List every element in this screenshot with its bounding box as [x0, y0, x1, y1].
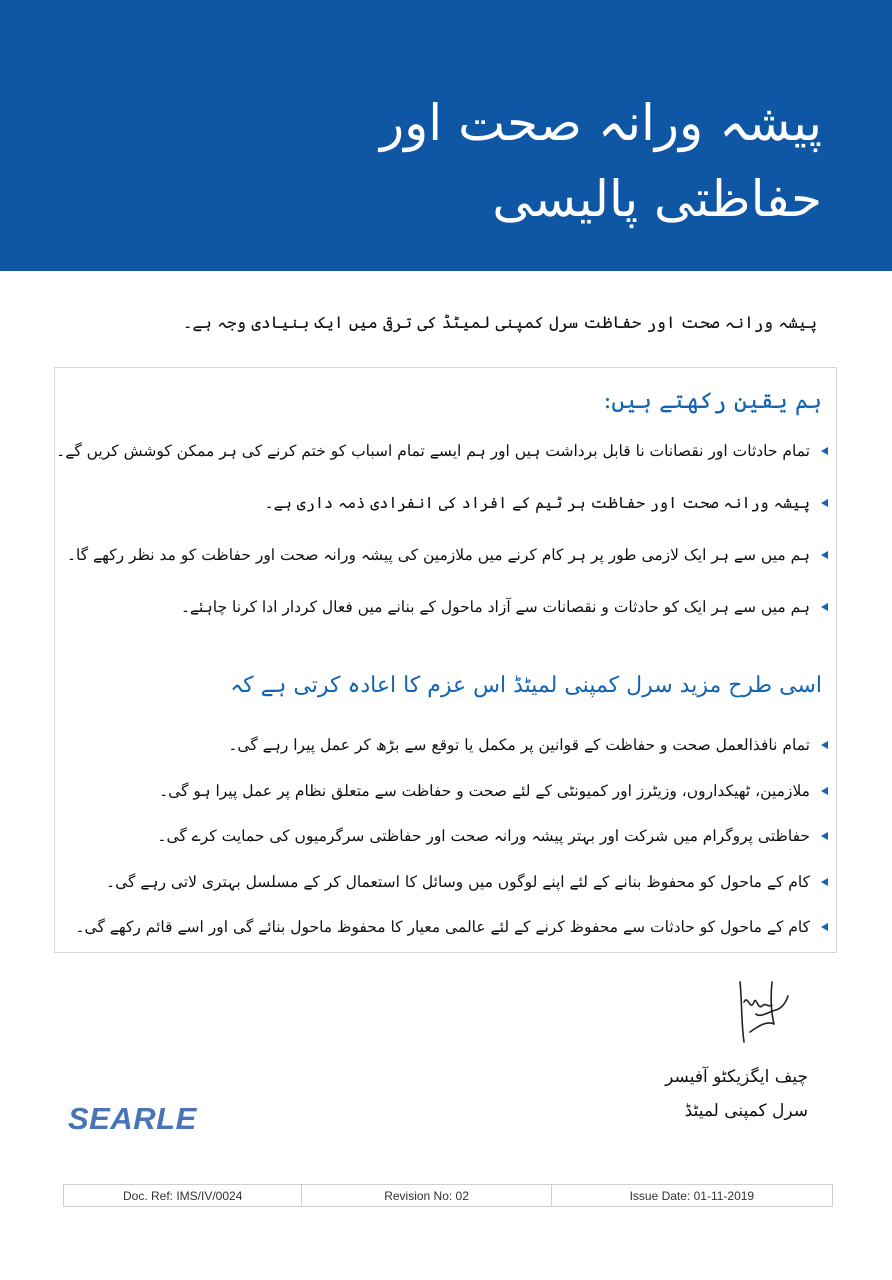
list-item: تمام نافذالعمل صحت و حفاظت کے قوانین پر مکمل یا توقع سے بڑھ کر عمل پیرا رہے گی۔: [148, 736, 828, 782]
list-item: حفاظتی پروگرام میں شرکت اور بہتر پیشہ ورانہ صحت اور حفاظتی سرگرمیوں کی حمایت کرے گی۔: [148, 827, 828, 873]
signatory-title: چیف ایگزیکٹو آفیسر: [665, 1067, 808, 1087]
list-item: ہم میں سے ہر ایک لازمی طور پر ہر کام کرنے میں ملازمین کی پیشہ ورانہ صحت اور حفاظت کو مد نظر رکھے گا۔: [148, 546, 828, 598]
list-item: ہم میں سے ہر ایک کو حادثات و نقصانات سے آزاد ماحول کے بنانے میں فعال کردار ادا کرنا چاہئے۔: [148, 598, 828, 650]
section2-heading: اسی طرح مزید سرل کمپنی لمیٹڈ اس عزم کا اعادہ کرتی ہے کہ: [230, 673, 822, 698]
bullet-arrow-icon: [821, 447, 828, 455]
page-title: [302, 85, 822, 237]
section1-heading: ہم یقین رکھتے ہیں:: [603, 388, 822, 414]
bullet-arrow-icon: [821, 499, 828, 507]
list-item: کام کے ماحول کو محفوظ بنانے کے لئے اپنے لوگوں میں وسائل کا استعمال کر کے مسلسل بہتری لاتی رہے گی۔: [148, 873, 828, 919]
document-footer: [63, 1184, 833, 1207]
list-item: کام کے ماحول کو حادثات سے محفوظ کرنے کے لئے عالمی معیار کا محفوظ ماحول بنائے گی اور اسے قائم رکھے گی۔: [148, 918, 828, 964]
title-line-1: پیشہ ورانہ صحت اور: [380, 94, 822, 152]
bullet-arrow-icon: [821, 923, 828, 931]
bullet-arrow-icon: [821, 603, 828, 611]
bullet-arrow-icon: [821, 832, 828, 840]
intro-text: پیشہ ورانہ صحت اور حفاظت سرل کمپنی لمیٹڈ کی ترقی میں ایک بنیادی وجہ ہے۔: [182, 313, 817, 332]
bullet-arrow-icon: [821, 878, 828, 886]
header-banner: [0, 0, 892, 271]
bullet-arrow-icon: [821, 787, 828, 795]
title-line-2: حفاظتی پالیسی: [492, 170, 822, 228]
revision-number: Revision No: 02: [302, 1185, 551, 1206]
searle-logo: SEARLE: [68, 1101, 197, 1136]
list-item: تمام حادثات اور نقصانات نا قابل برداشت ہیں اور ہم ایسے تمام اسباب کو ختم کرنے کی ہر ممکن کوشش کریں گے۔: [148, 442, 828, 494]
signature-image: [726, 972, 816, 1050]
section2-list: [75, 736, 828, 964]
list-item: پیشہ ورانہ صحت اور حفاظت ہر ٹیم کے افراد کی انفرادی ذمہ داری ہے۔: [148, 494, 828, 546]
bullet-arrow-icon: [821, 741, 828, 749]
bullet-arrow-icon: [821, 551, 828, 559]
list-item: ملازمین، ٹھیکداروں، وزیٹرز اور کمیونٹی کے لئے صحت و حفاظت سے متعلق نظام پر عمل پیرا ہو گی۔: [148, 782, 828, 828]
doc-ref: Doc. Ref: IMS/IV/0024: [64, 1185, 302, 1206]
signatory-company: سرل کمپنی لمیٹڈ: [684, 1101, 808, 1121]
section1-list: [56, 442, 828, 650]
issue-date: Issue Date: 01-11-2019: [629, 1188, 755, 1203]
